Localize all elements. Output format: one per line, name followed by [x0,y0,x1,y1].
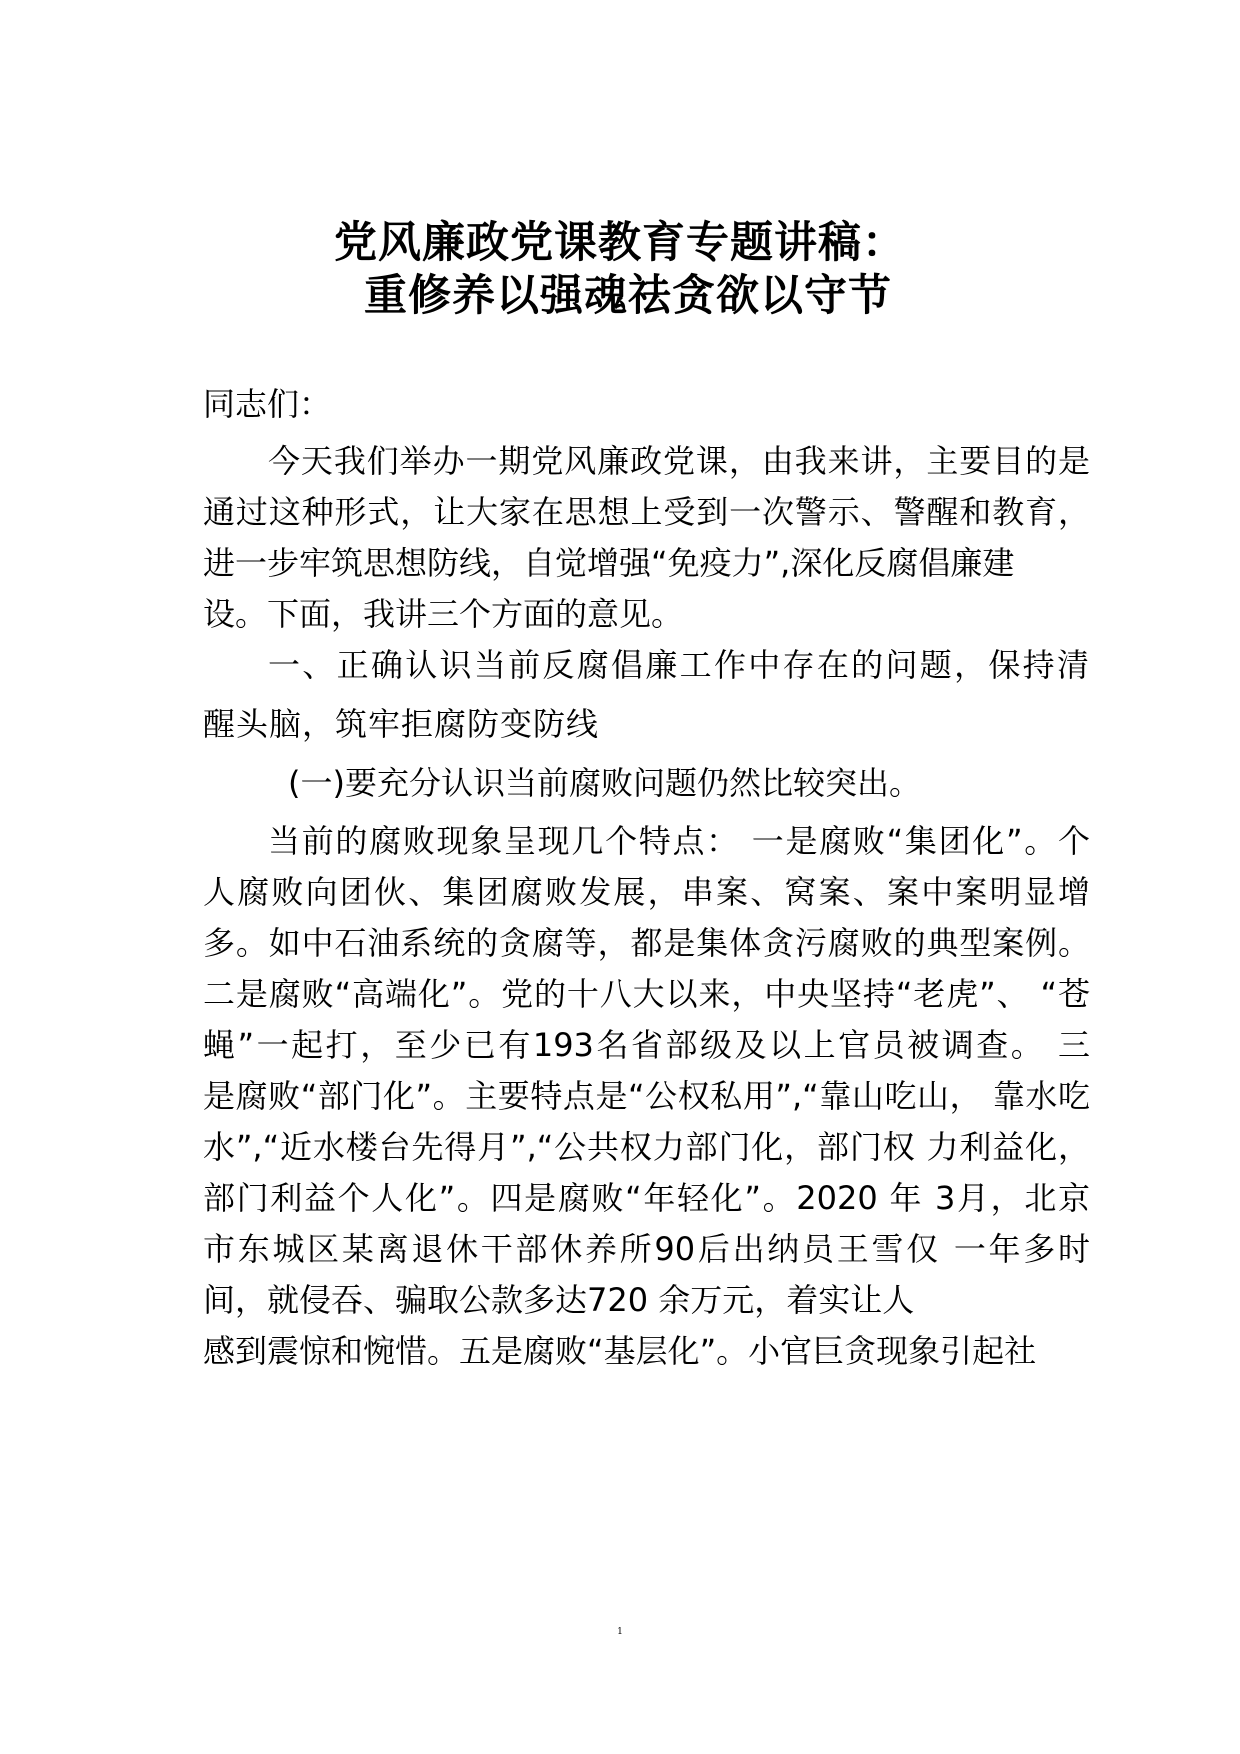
body-line: 间，就侵吞、骗取公款多达720 余万元，着实让人 [203,1281,915,1319]
body-line: 人腐败向团伙、集团腐败发展，串案、窝案、案中案明显增 [203,873,1090,911]
page-number: 1 [617,1627,623,1637]
body-line: 二是腐败“高端化”。党的十八大以来，中央坚持“老虎”、 “苍 [203,975,1090,1013]
body-line: 多。如中石油系统的贪腐等，都是集体贪污腐败的典型案例。 [203,924,1090,962]
body-line: 市东城区某离退休干部休养所90后出纳员王雪仅 一年多时 [203,1230,1090,1268]
body-line: 部门利益个人化”。四是腐败“年轻化”。2020 年 3月，北京 [203,1179,1090,1217]
body-line: 通过这种形式，让大家在思想上受到一次警示、警醒和教育， [203,493,1090,531]
body-line: 是腐败“部门化”。主要特点是“公权私用”,“靠山吃山， 靠水吃 [203,1077,1090,1115]
salutation: 同志们： [203,385,332,423]
document-title-line-2: 重修养以强魂祛贪欲以守节 [364,271,892,321]
body-line: 感到震惊和惋惜。五是腐败“基层化”。小官巨贪现象引起社 [203,1332,1037,1370]
body-line: 今天我们举办一期党风廉政党课，由我来讲，主要目的是 [268,442,1090,480]
body-line: 水”,“近水楼台先得月”,“公共权力部门化，部门权 力利益化， [203,1128,1090,1166]
subsection-heading: (一)要充分认识当前腐败问题仍然比较突出。 [288,764,921,802]
section-heading-line: 一、正确认识当前反腐倡廉工作中存在的问题，保持清 [268,646,1090,684]
body-line: 蝇”一起打，至少已有193名省部级及以上官员被调查。 三 [203,1026,1090,1064]
body-line: 当前的腐败现象呈现几个特点： 一是腐败“集团化”。个 [268,822,1090,860]
section-heading-line: 醒头脑，筑牢拒腐防变防线 [203,705,600,743]
body-line: 设。下面，我讲三个方面的意见。 [203,595,684,633]
body-line: 进一步牢筑思想防线，自觉增强“免疫力”,深化反腐倡廉建 [203,544,1015,582]
document-title-line-1: 党风廉政党课教育专题讲稿： [334,218,906,268]
